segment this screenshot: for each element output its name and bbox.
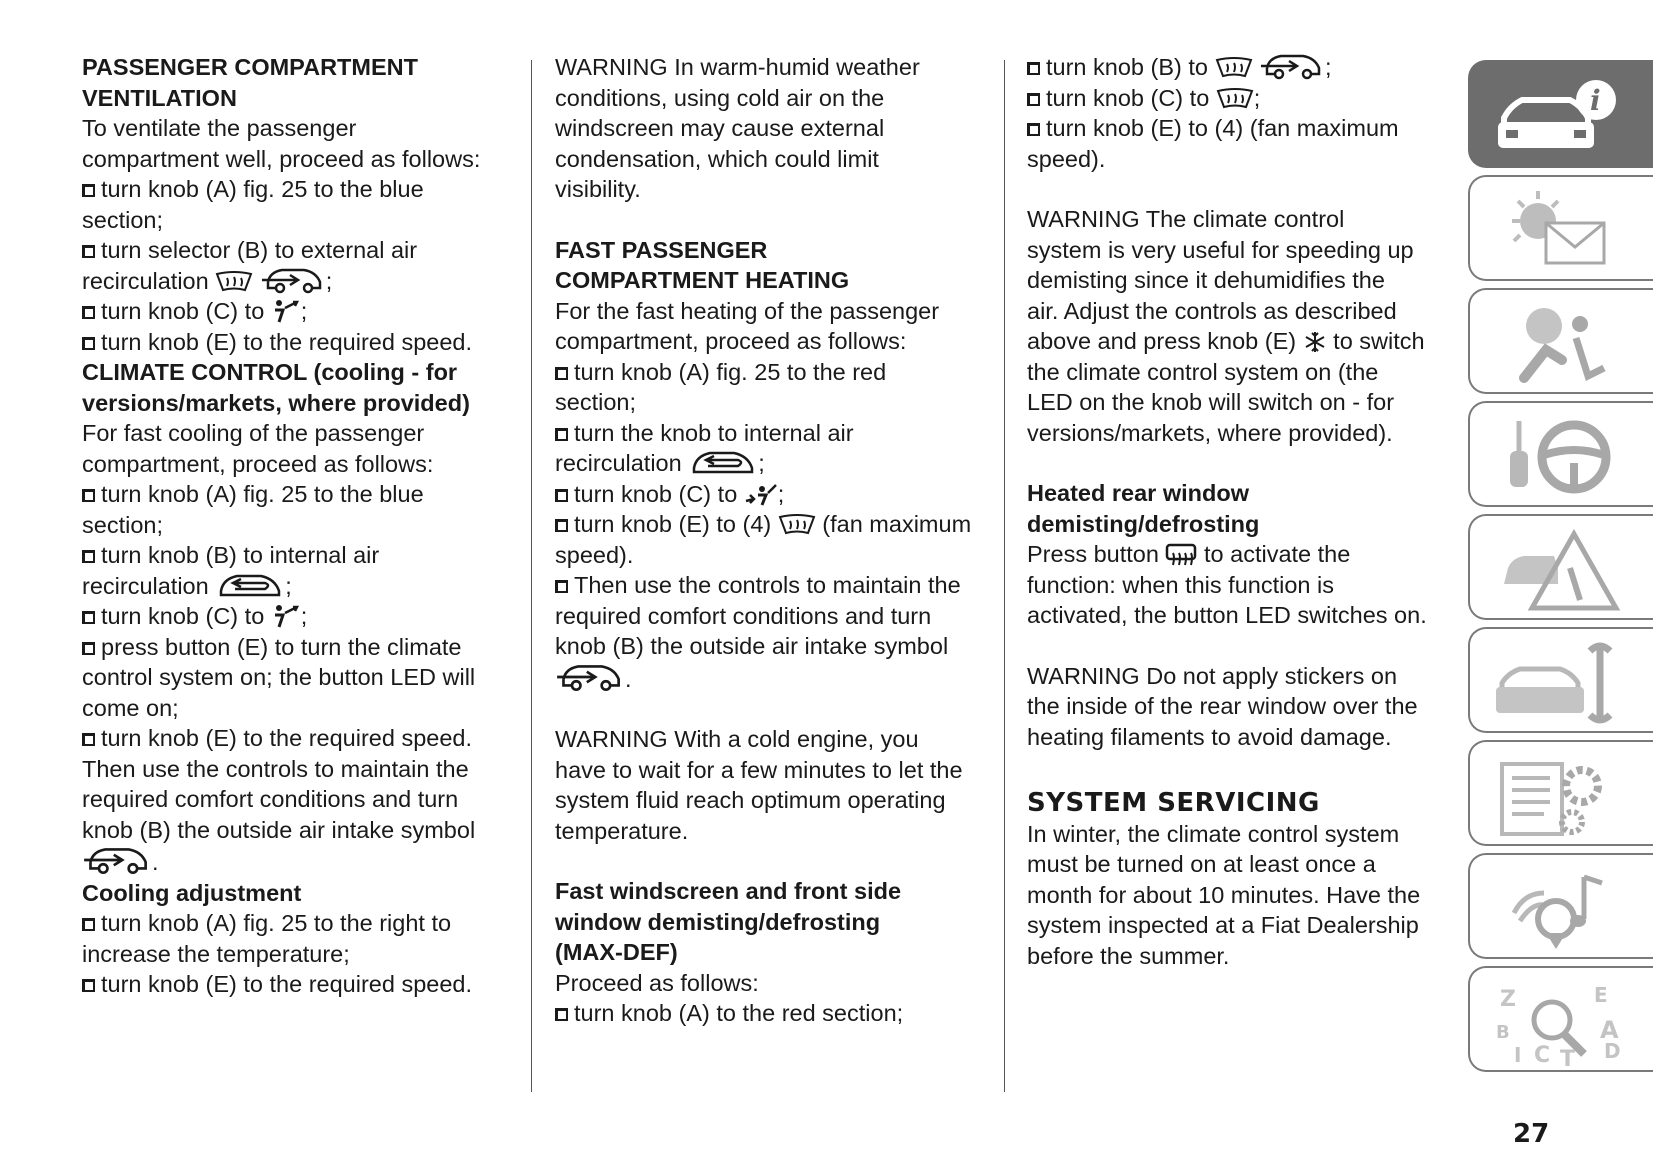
bullet-icon: [82, 733, 95, 746]
bullet-item-cont: section;: [82, 511, 163, 538]
bullet-icon: [82, 979, 95, 992]
bullet-item: turn knob (C) to ;: [82, 296, 502, 327]
bullet-item: turn knob (B) to internal air: [82, 540, 502, 571]
warning-text: temperature.: [555, 817, 689, 844]
svg-text:I: I: [1514, 1043, 1522, 1066]
tab-music-map[interactable]: [1468, 853, 1653, 959]
column-2: [555, 52, 985, 1029]
paragraph: must be turned on at least once a: [1027, 851, 1376, 877]
snowflake-icon: [1303, 330, 1327, 354]
bullet-item: turn knob (A) fig. 25 to the blue: [82, 479, 502, 510]
key-steering-icon: [1484, 411, 1624, 501]
tab-car-wrench[interactable]: [1468, 627, 1653, 733]
heading: window demisting/defrosting: [555, 908, 881, 935]
warning-text: demisting since it dehumidifies the: [1027, 267, 1385, 293]
tab-lights-mail[interactable]: [1468, 175, 1653, 281]
car-wrench-icon: [1484, 637, 1624, 727]
face-vent-icon: [271, 603, 301, 629]
bullet-item: Then use the controls to maintain the: [555, 570, 985, 601]
spacer: [555, 694, 985, 724]
warning-text: LED on the knob will switch on - for: [1027, 389, 1395, 415]
svg-text:D: D: [1604, 1039, 1621, 1063]
tab-list-gear[interactable]: [1468, 740, 1653, 846]
paragraph: system inspected at a Fiat Dealership: [1027, 912, 1419, 938]
bullet-icon: [1027, 93, 1040, 106]
tab-car-info[interactable]: [1468, 60, 1653, 168]
warning-text: WARNING In warm-humid weather: [555, 54, 920, 80]
bullet-icon: [82, 306, 95, 319]
bullet-icon: [1027, 123, 1040, 136]
paragraph: .: [555, 662, 985, 695]
paragraph: Then use the controls to maintain the: [82, 755, 469, 782]
rear-window-heater-icon: [1165, 543, 1197, 567]
paragraph: before the summer.: [1027, 942, 1230, 969]
heading: (MAX-DEF): [555, 939, 678, 965]
bullet-item-cont: recirculation ;: [555, 450, 765, 476]
paragraph: .: [82, 845, 502, 878]
warning-text: windscreen may cause external: [555, 115, 885, 141]
paragraph: month for about 10 minutes. Have the: [1027, 881, 1421, 908]
paragraph: Proceed as follows:: [555, 969, 759, 996]
bullet-item: turn knob (A) to the red section;: [555, 998, 985, 1029]
music-map-icon: [1484, 863, 1624, 953]
bullet-item: turn knob (E) to (4) (fan maximum: [1027, 113, 1447, 144]
windscreen-fan-icon: [1215, 56, 1253, 80]
bullet-item: turn knob (E) to (4) (fan maximum: [555, 509, 985, 540]
bullet-item-cont: recirculation ;: [82, 267, 333, 294]
bullet-item: turn knob (E) to the required speed.: [82, 969, 502, 1000]
spacer: [555, 205, 985, 235]
spacer: [1027, 752, 1447, 782]
warning-text: WARNING With a cold engine, you: [555, 726, 919, 752]
recirculation-icon: [688, 448, 758, 476]
alphabet-search-icon: [1484, 976, 1624, 1066]
heading: PASSENGER COMPARTMENT: [82, 54, 418, 80]
warning-text: system is very useful for speeding up: [1027, 236, 1414, 263]
warning-text: conditions, using cold air on the: [555, 84, 885, 111]
warning-text: have to wait for a few minutes to let the: [555, 756, 963, 783]
bullet-item: turn knob (E) to the required speed.: [82, 723, 502, 754]
spacer: [1027, 631, 1447, 661]
heading: COMPARTMENT HEATING: [555, 267, 850, 293]
tab-warning[interactable]: [1468, 514, 1653, 620]
car-info-icon: [1484, 70, 1624, 160]
bullet-icon: [555, 489, 568, 502]
heading: demisting/defrosting: [1027, 510, 1260, 537]
windscreen-fan-icon: [778, 513, 816, 537]
heading: Fast windscreen and front side: [555, 878, 902, 904]
bullet-item-cont: speed).: [1027, 145, 1106, 172]
svg-text:E: E: [1594, 983, 1608, 1007]
paragraph: function: when this function is: [1027, 571, 1334, 598]
paragraph: required comfort conditions and turn: [82, 786, 459, 812]
bullet-item-cont: control system on; the button LED will: [82, 664, 476, 690]
bullet-item: turn knob (C) to ;: [555, 479, 985, 510]
heading: CLIMATE CONTROL (cooling - for: [82, 359, 458, 385]
bullet-item-cont: section;: [82, 206, 163, 233]
paragraph: Press button to activate the: [1027, 541, 1351, 567]
tab-alphabet-index[interactable]: [1468, 966, 1653, 1072]
paragraph: compartment well, proceed as follows:: [82, 145, 481, 172]
paragraph: To ventilate the passenger: [82, 115, 357, 141]
paragraph: In winter, the climate control system: [1027, 820, 1400, 847]
svg-text:B: B: [1496, 1022, 1510, 1043]
bullet-icon: [82, 337, 95, 350]
bullet-item-cont: increase the temperature;: [82, 940, 350, 967]
bullet-item: turn knob (B) to ;: [1027, 52, 1447, 83]
windscreen-fan-icon: [215, 270, 253, 294]
warning-text: system fluid reach optimum operating: [555, 787, 946, 813]
outside-air-icon: [555, 662, 625, 692]
warning-text: WARNING Do not apply stickers on: [1027, 662, 1398, 689]
heading: VENTILATION: [82, 84, 237, 111]
airbag-seat-icon: [1484, 298, 1624, 388]
outside-air-icon: [1259, 52, 1325, 80]
paragraph: activated, the button LED switches on.: [1027, 602, 1427, 628]
column-3: [1027, 52, 1447, 971]
bullet-item-cont: section;: [555, 389, 636, 415]
bullet-icon: [555, 519, 568, 532]
paragraph: For the fast heating of the passenger: [555, 297, 940, 324]
bullet-icon: [555, 367, 568, 380]
bullet-item: turn knob (E) to the required speed.: [82, 327, 502, 358]
paragraph: knob (B) the outside air intake symbol: [82, 816, 476, 843]
bullet-icon: [555, 580, 568, 593]
column-divider: [1004, 60, 1005, 1092]
tab-key-steering[interactable]: [1468, 401, 1653, 507]
spacer: [555, 846, 985, 876]
warning-text: air. Adjust the controls as described: [1027, 297, 1397, 324]
bullet-item-cont: knob (B) the outside air intake symbol: [555, 633, 949, 659]
section-heading: SYSTEM SERVICING: [1027, 788, 1320, 818]
spacer: [1027, 448, 1447, 478]
bullet-item-cont: come on;: [82, 694, 179, 721]
svg-text:A: A: [1600, 1016, 1619, 1044]
heading: Heated rear window: [1027, 480, 1249, 506]
bullet-item-cont: required comfort conditions and turn: [555, 602, 932, 629]
bullet-item: turn knob (A) fig. 25 to the red: [555, 357, 985, 388]
lights-mail-icon: [1484, 185, 1624, 275]
outside-air-icon: [82, 845, 152, 875]
foot-face-vent-icon: [744, 481, 778, 507]
chapter-tabs: [1468, 60, 1653, 1079]
tab-airbag-seat[interactable]: [1468, 288, 1653, 394]
bullet-item: turn knob (C) to ;: [1027, 83, 1447, 114]
bullet-icon: [82, 642, 95, 655]
bullet-icon: [82, 918, 95, 931]
warning-text: the climate control system on (the: [1027, 358, 1379, 385]
svg-text:C: C: [1534, 1043, 1551, 1066]
bullet-item-cont: speed).: [555, 541, 634, 568]
warning-triangle-icon: [1484, 524, 1624, 614]
warning-text: versions/markets, where provided).: [1027, 419, 1393, 446]
paragraph: For fast cooling of the passenger: [82, 420, 425, 446]
bullet-icon: [555, 428, 568, 441]
bullet-icon: [82, 245, 95, 258]
svg-text:i: i: [1590, 84, 1601, 117]
warning-text: above and press knob (E) to switch: [1027, 328, 1425, 354]
warning-text: the inside of the rear window over the: [1027, 693, 1418, 719]
warning-text: heating filaments to avoid damage.: [1027, 723, 1392, 750]
list-gear-icon: [1484, 750, 1624, 840]
bullet-item: turn the knob to internal air: [555, 418, 985, 449]
page-number: 27: [1513, 1119, 1550, 1149]
svg-text:T: T: [1560, 1047, 1576, 1066]
bullet-item: turn knob (A) fig. 25 to the right to: [82, 908, 502, 939]
heading: Cooling adjustment: [82, 879, 302, 906]
bullet-icon: [82, 550, 95, 563]
bullet-item: turn knob (C) to ;: [82, 601, 502, 632]
bullet-icon: [555, 1008, 568, 1021]
column-1: [82, 52, 502, 1000]
paragraph: compartment, proceed as follows:: [555, 328, 907, 354]
bullet-icon: [82, 184, 95, 197]
paragraph: compartment, proceed as follows:: [82, 450, 434, 477]
bullet-icon: [82, 489, 95, 502]
warning-text: visibility.: [555, 176, 641, 202]
windscreen-fan-icon: [1216, 87, 1254, 111]
svg-text:Z: Z: [1500, 987, 1516, 1012]
warning-text: condensation, which could limit: [555, 145, 879, 172]
spacer: [1027, 174, 1447, 204]
bullet-item: turn knob (A) fig. 25 to the blue: [82, 174, 502, 205]
heading: versions/markets, where provided): [82, 389, 470, 416]
bullet-item: press button (E) to turn the climate: [82, 632, 502, 663]
bullet-item-cont: recirculation ;: [82, 572, 292, 599]
outside-air-icon: [260, 266, 326, 294]
warning-text: WARNING The climate control: [1027, 206, 1345, 232]
bullet-icon: [1027, 62, 1040, 75]
face-vent-icon: [271, 298, 301, 324]
recirculation-icon: [215, 571, 285, 599]
heading: FAST PASSENGER: [555, 236, 768, 263]
bullet-item: turn selector (B) to external air: [82, 235, 502, 266]
bullet-icon: [82, 611, 95, 624]
column-divider: [531, 60, 532, 1092]
